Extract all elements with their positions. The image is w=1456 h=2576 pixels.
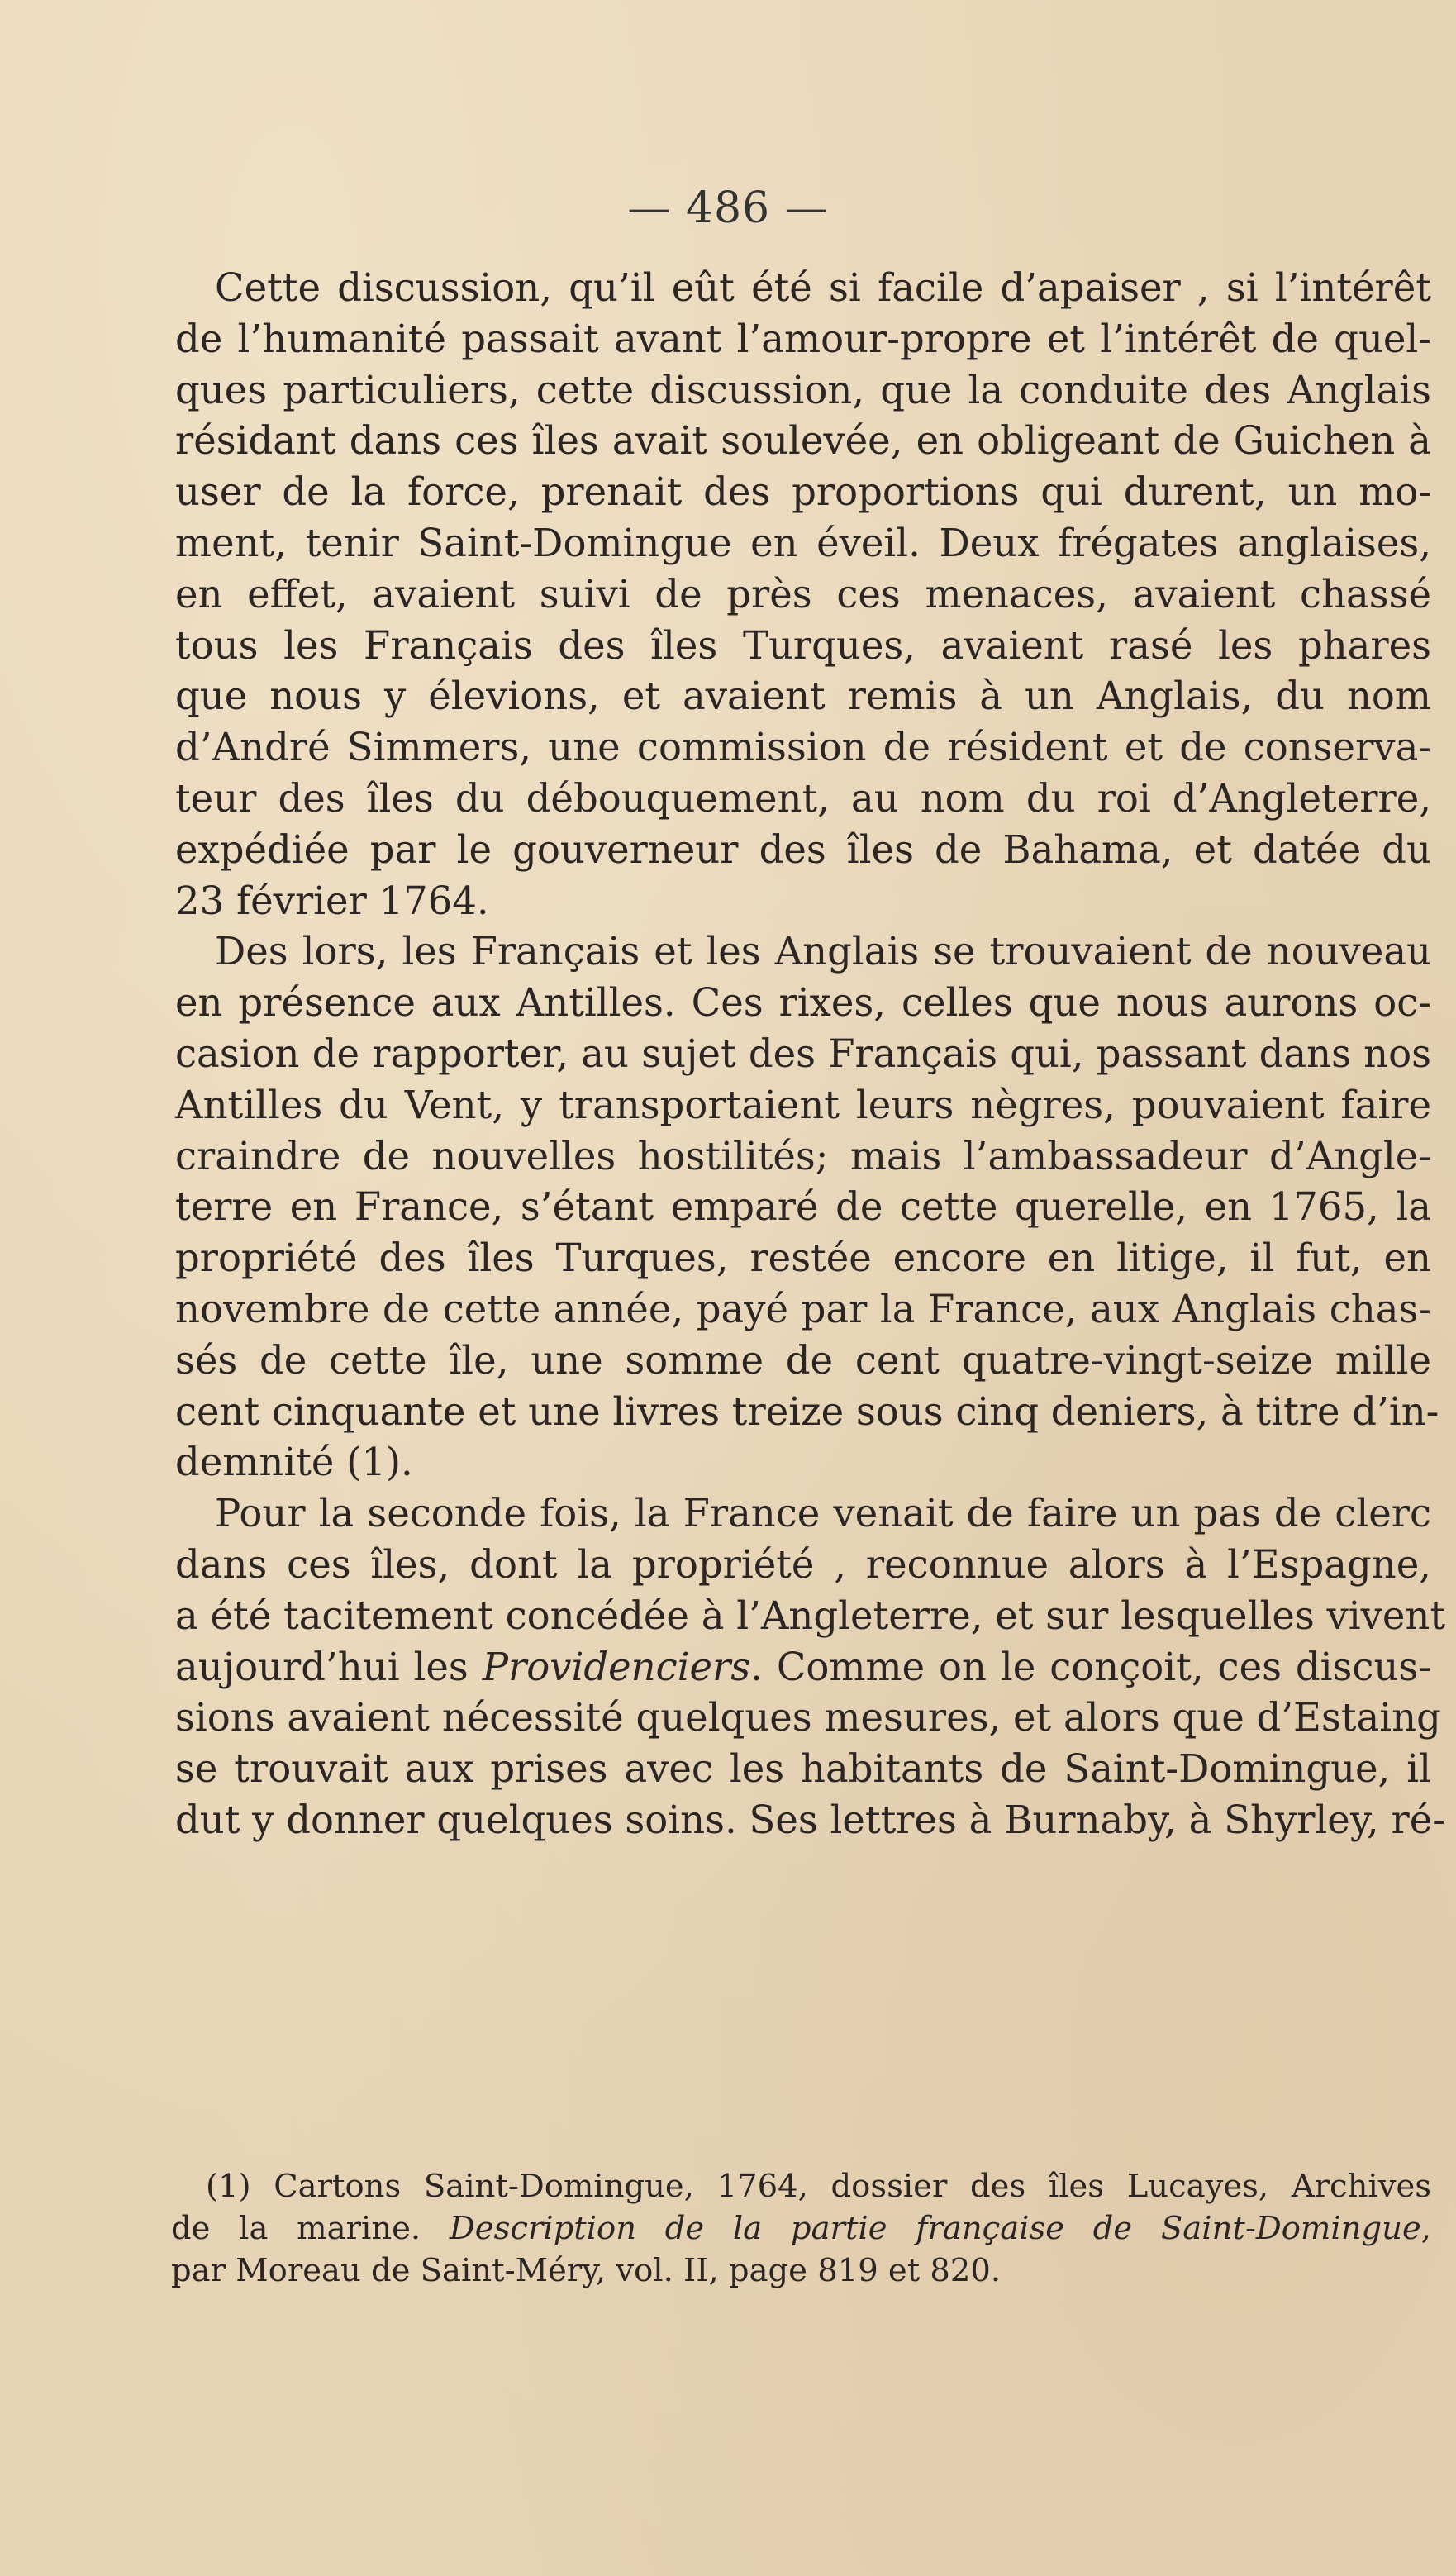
text-line: sés de cette île, une somme de cent quatre-vingt-seize mille (175, 1337, 1431, 1383)
text-line: expédiée par le gouverneur des îles de Bahama, et datée du (175, 826, 1431, 872)
text-line: dut y donner quelques soins. Ses lettres à Burnaby, à Shyrley, ré- (175, 1797, 1445, 1842)
text-line: dans ces îles, dont la propriété , reconnue alors à l’Espagne, (175, 1541, 1431, 1587)
footnote-line: par Moreau de Saint-Méry, vol. II, page 819 et 820. (171, 2252, 1002, 2289)
text-line: ques particuliers, cette discussion, que la conduite des Anglais (175, 367, 1431, 412)
text-line: user de la force, prenait des proportions qui durent, un mo- (175, 469, 1431, 515)
text-line: résidant dans ces îles avait soulevée, en obligeant de Guichen à (175, 418, 1431, 464)
text-line: ment, tenir Saint-Domingue en éveil. Deux frégates anglaises, (175, 520, 1431, 565)
footnote-line: (1) Cartons Saint-Domingue, 1764, dossier des îles Lucayes, Archives (206, 2168, 1431, 2205)
text-line: 23 février 1764. (175, 878, 489, 923)
text-line: d’André Simmers, une commission de résident et de conserva- (175, 725, 1431, 770)
text-line: en effet, avaient suivi de près ces menaces, avaient chassé (175, 571, 1431, 617)
text-line: novembre de cette année, payé par la France, aux Anglais chas- (175, 1286, 1431, 1331)
text-line: que nous y élevions, et avaient remis à un Anglais, du nom (175, 674, 1431, 719)
footnote-line: de la marine. Description de la partie française de Saint-Domingue, (171, 2210, 1431, 2247)
text-line: a été tacitement concédée à l’Angleterre, et sur lesquelles vivent (175, 1593, 1446, 1638)
text-line: terre en France, s’étant emparé de cette querelle, en 1765, la (175, 1184, 1431, 1230)
text-line: teur des îles du débouquement, au nom du roi d’Angleterre, (175, 775, 1431, 821)
text-line: propriété des îles Turques, restée encore en litige, il fut, en (175, 1236, 1431, 1281)
text-line: Cette discussion, qu’il eût été si facile d’apaiser , si l’intérêt (215, 265, 1431, 310)
footnote (171, 2165, 1431, 2292)
italic-phrase: Description de la partie française de Saint-Domingue (449, 2210, 1421, 2247)
text-line: se trouvait aux prises avec les habitants de Saint-Domingue, il (175, 1746, 1431, 1792)
italic-phrase: Providenciers (482, 1644, 751, 1689)
text-line: en présence aux Antilles. Ces rixes, celles que nous aurons oc- (175, 980, 1431, 1026)
page-number: — 486 — (627, 183, 829, 233)
text-line: casion de rapporter, au sujet des Français qui, passant dans nos (175, 1031, 1431, 1076)
text-line: cent cinquante et une livres treize sous cinq deniers, à titre d’in- (175, 1388, 1439, 1434)
text-line: tous les Français des îles Turques, avaient rasé les phares (175, 622, 1431, 668)
text-line: aujourd’hui les Providenciers. Comme on le conçoit, ces discus- (175, 1644, 1431, 1689)
body-text (175, 263, 1446, 1846)
text-line: de l’humanité passait avant l’amour-propre et l’intérêt de quel- (175, 316, 1431, 361)
text-line: sions avaient nécessité quelques mesures, et alors que d’Estaing (175, 1695, 1441, 1740)
text-line: demnité (1). (175, 1440, 413, 1485)
text-line: Pour la seconde fois, la France venait de faire un pas de clerc (215, 1491, 1431, 1536)
text-line: Antilles du Vent, y transportaient leurs nègres, pouvaient faire (175, 1082, 1431, 1127)
text-line: Des lors, les Français et les Anglais se trouvaient de nouveau (215, 929, 1431, 974)
text-line: craindre de nouvelles hostilités; mais l’ambassadeur d’Angle- (175, 1133, 1431, 1178)
